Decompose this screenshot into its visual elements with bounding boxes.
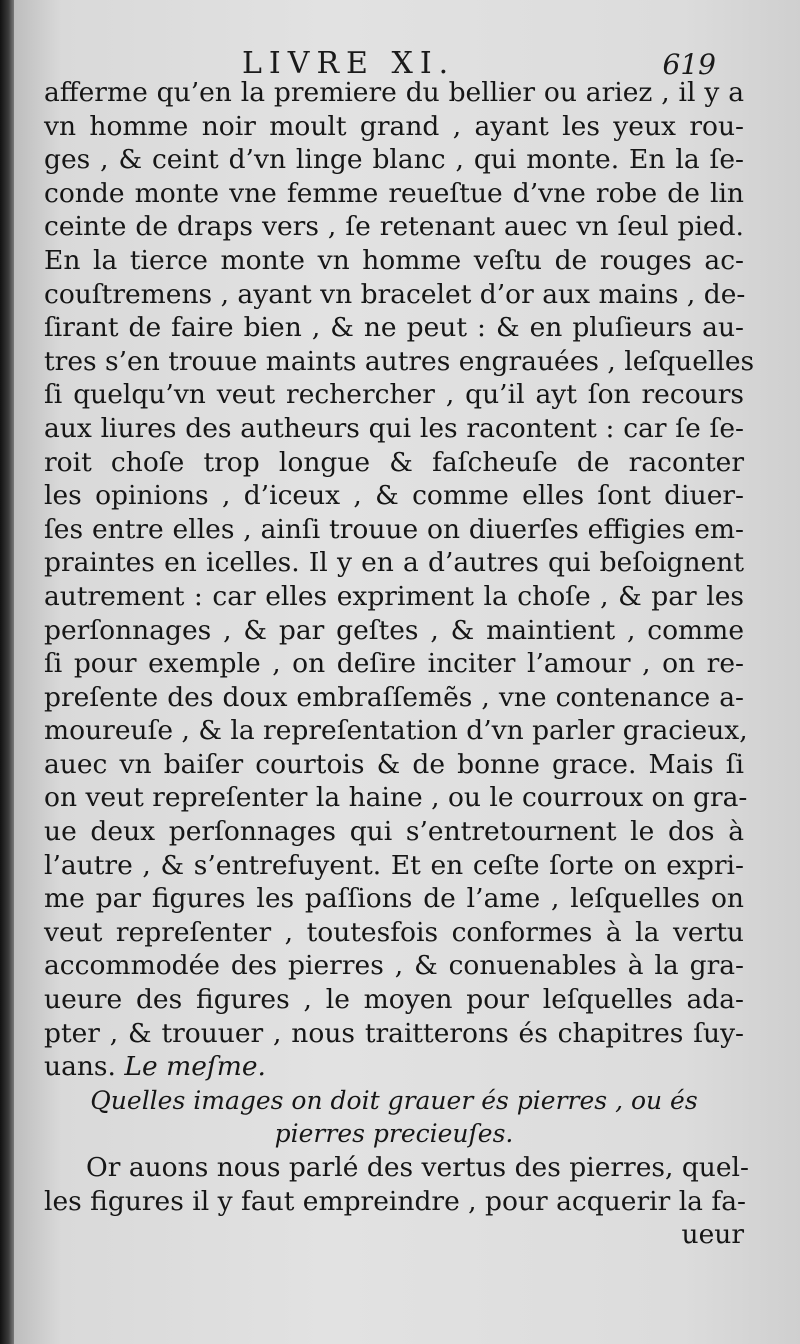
text-line: les opinions , d’iceux , & comme elles ſont diuer- <box>44 480 744 512</box>
text-line: ſi quelqu’vn veut rechercher , qu’il ayt ſon recours <box>44 379 744 411</box>
paragraph-final-line <box>44 1050 744 1084</box>
page-number: 619 <box>662 48 716 81</box>
paragraph <box>44 76 755 1050</box>
text-line: l’autre , & s’entrefuyent. Et en ceſte ſorte on expri- <box>44 849 744 881</box>
text-line: praintes en icelles. Il y en a d’autres qui beſoignent <box>44 547 744 579</box>
text-line: veut repreſenter , toutesfois conformes à la vertu <box>44 916 744 948</box>
text-line: ueure des figures , le moyen pour leſquelles ada- <box>44 984 744 1016</box>
catchword: ueur <box>681 1219 744 1251</box>
text-line: autrement : car elles expriment la choſe , & par les <box>44 580 744 612</box>
text-line: vn homme noir moult grand , ayant les yeux rou- <box>44 110 744 142</box>
text-line: les figures il y faut empreindre , pour acquerir la fa- <box>44 1185 746 1217</box>
text-line: ſi pour exemple , on deſire inciter l’amour , on re- <box>44 648 744 680</box>
text-line: moureuſe , & la repreſentation d’vn parler gracieux, <box>44 715 748 747</box>
text-line: auec vn baiſer courtois & de bonne grace. Mais ſi <box>44 748 744 780</box>
text-line: couſtremens , ayant vn bracelet d’or aux mains , de- <box>44 278 746 310</box>
author-attribution: Le meſme. <box>124 1051 266 1083</box>
book-gutter <box>0 0 14 1344</box>
text-line: ue deux perſonnages qui s’entretournent le dos à <box>44 816 744 848</box>
text-line: roit choſe trop longue & faſcheuſe de raconter <box>44 446 744 478</box>
text-line: on veut repreſenter la haine , ou le courroux on gra- <box>44 782 748 814</box>
text-line: pter , & trouuer , nous traitterons és chapitres ſuy- <box>44 1017 744 1049</box>
book-page <box>14 0 800 1344</box>
text-line: En la tierce monte vn homme veſtu de rouges ac- <box>44 244 744 276</box>
text-line: preſente des doux embraſſemẽs , vne contenance a- <box>44 681 744 713</box>
page-body <box>44 76 755 1252</box>
text-line: me par figures les paſſions de l’ame , leſquelles on <box>44 883 744 915</box>
next-paragraph <box>44 1151 749 1218</box>
chapter-heading-line-1: Quelles images on doit grauer és pierres , ou és <box>90 1085 698 1115</box>
text-line: afferme qu’en la premiere du bellier ou ariez , il y a <box>44 77 744 108</box>
text-line: tres s’en trouue maints autres engrauées , leſquelles <box>44 345 755 377</box>
text-line: ges , & ceint d’vn linge blanc , qui monte. En la ſe- <box>44 144 744 176</box>
chapter-heading-line-2: pierres precieuſes. <box>274 1119 514 1149</box>
final-line-text: uans. <box>44 1051 116 1083</box>
book-section-title: LIVRE XI. <box>242 46 456 81</box>
text-line: perſonnages , & par geſtes , & maintient , comme <box>44 614 744 646</box>
text-line: Or auons nous parlé des vertus des pierres, quel- <box>86 1152 749 1183</box>
text-line: aux liures des autheurs qui les racontent : car ſe ſe- <box>44 412 744 444</box>
text-line: ſirant de faire bien , & ne peut : & en pluſieurs au- <box>44 312 744 344</box>
text-line: ſes entre elles , ainſi trouue on diuerſes effigies em- <box>44 513 744 545</box>
text-line: accommodée des pierres , & conuenables à la gra- <box>44 950 744 982</box>
text-line: ceinte de draps vers , ſe retenant auec vn ſeul pied. <box>44 211 744 243</box>
text-line: conde monte vne femme reueſtue d’vne robe de lin <box>44 177 744 209</box>
